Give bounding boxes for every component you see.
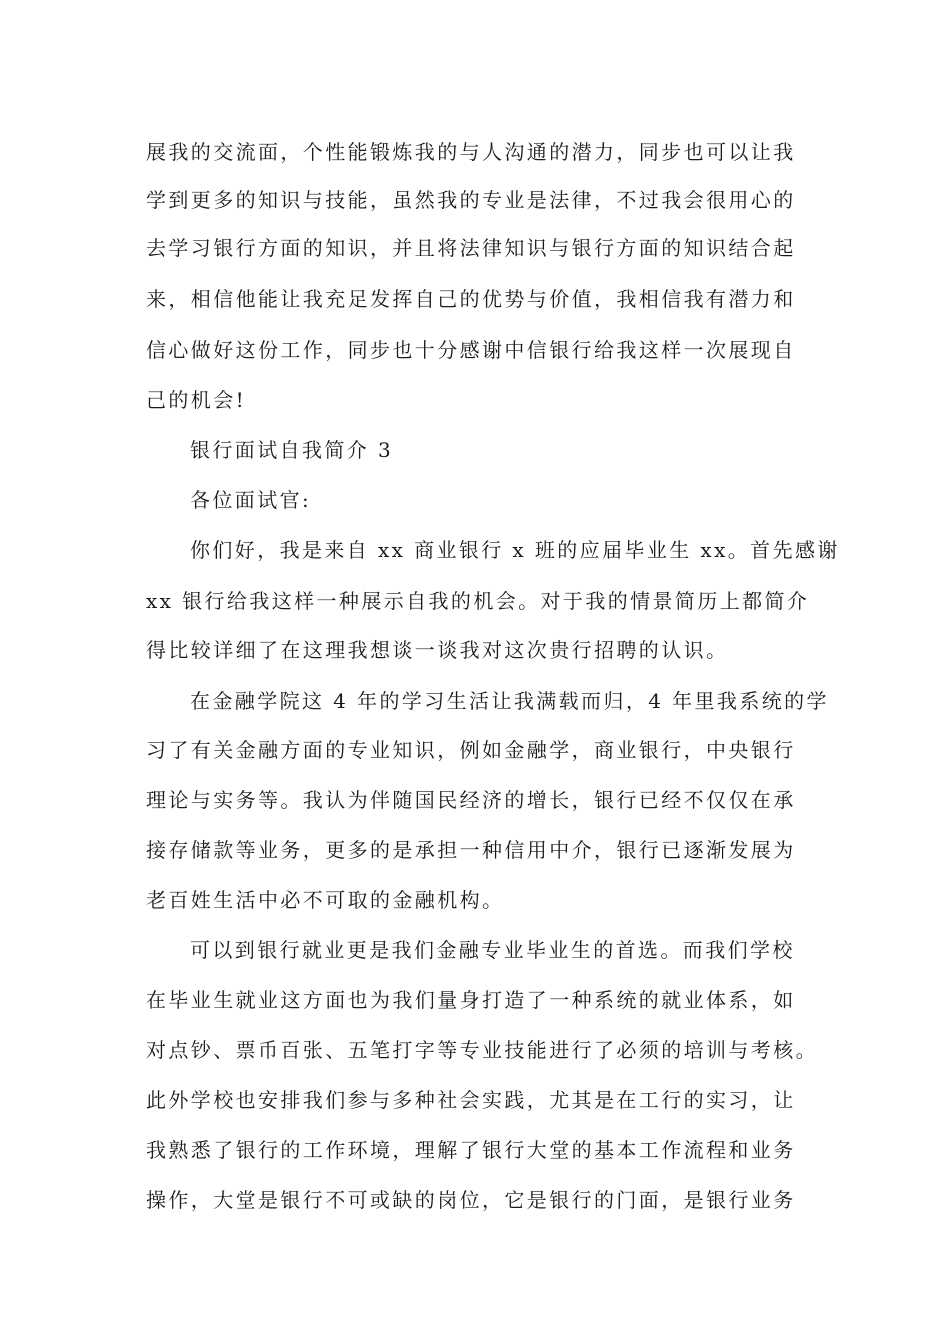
text-line: 来，相信他能让我充足发挥自己的优势与价值，我相信我有潜力和: [146, 287, 796, 311]
text-line: 操作，大堂是银行不可或缺的岗位，它是银行的门面，是银行业务: [146, 1188, 796, 1212]
salutation: 各位面试官:: [190, 488, 312, 512]
text-line: 你们好，我是来自 xx 商业银行 x 班的应届毕业生 xx。首先感谢: [190, 538, 840, 562]
text-line: 接存储款等业务，更多的是承担一种信用中介，银行已逐渐发展为: [146, 838, 796, 862]
text-line: 我熟悉了银行的工作环境，理解了银行大堂的基本工作流程和业务: [146, 1138, 796, 1162]
text-line: 己的机会!: [146, 388, 247, 412]
text-line: 在金融学院这 4 年的学习生活让我满载而归，4 年里我系统的学: [190, 689, 829, 713]
text-line: 信心做好这份工作，同步也十分感谢中信银行给我这样一次展现自: [146, 338, 796, 362]
text-line: 对点钞、票币百张、五笔打字等专业技能进行了必须的培训与考核。: [146, 1038, 818, 1062]
text-line: 可以到银行就业更是我们金融专业毕业生的首选。而我们学校: [190, 938, 795, 962]
text-line: 此外学校也安排我们参与多种社会实践，尤其是在工行的实习，让: [146, 1088, 796, 1112]
text-line: 老百姓生活中必不可取的金融机构。: [146, 888, 505, 912]
text-line: 习了有关金融方面的专业知识，例如金融学，商业银行，中央银行: [146, 738, 796, 762]
text-line: 在毕业生就业这方面也为我们量身打造了一种系统的就业体系，如: [146, 988, 796, 1012]
text-line: 得比较详细了在这理我想谈一谈我对这次贵行招聘的认识。: [146, 638, 729, 662]
text-line: 去学习银行方面的知识，并且将法律知识与银行方面的知识结合起: [146, 236, 796, 260]
section-heading: 银行面试自我简介 3: [190, 438, 394, 462]
text-line: 理论与实务等。我认为伴随国民经济的增长，银行已经不仅仅在承: [146, 788, 796, 812]
text-line: xx 银行给我这样一种展示自我的机会。对于我的情景简历上都简介: [146, 589, 810, 613]
text-line: 展我的交流面，个性能锻炼我的与人沟通的潜力，同步也可以让我: [146, 140, 796, 164]
text-line: 学到更多的知识与技能，虽然我的专业是法律，不过我会很用心的: [146, 188, 796, 212]
